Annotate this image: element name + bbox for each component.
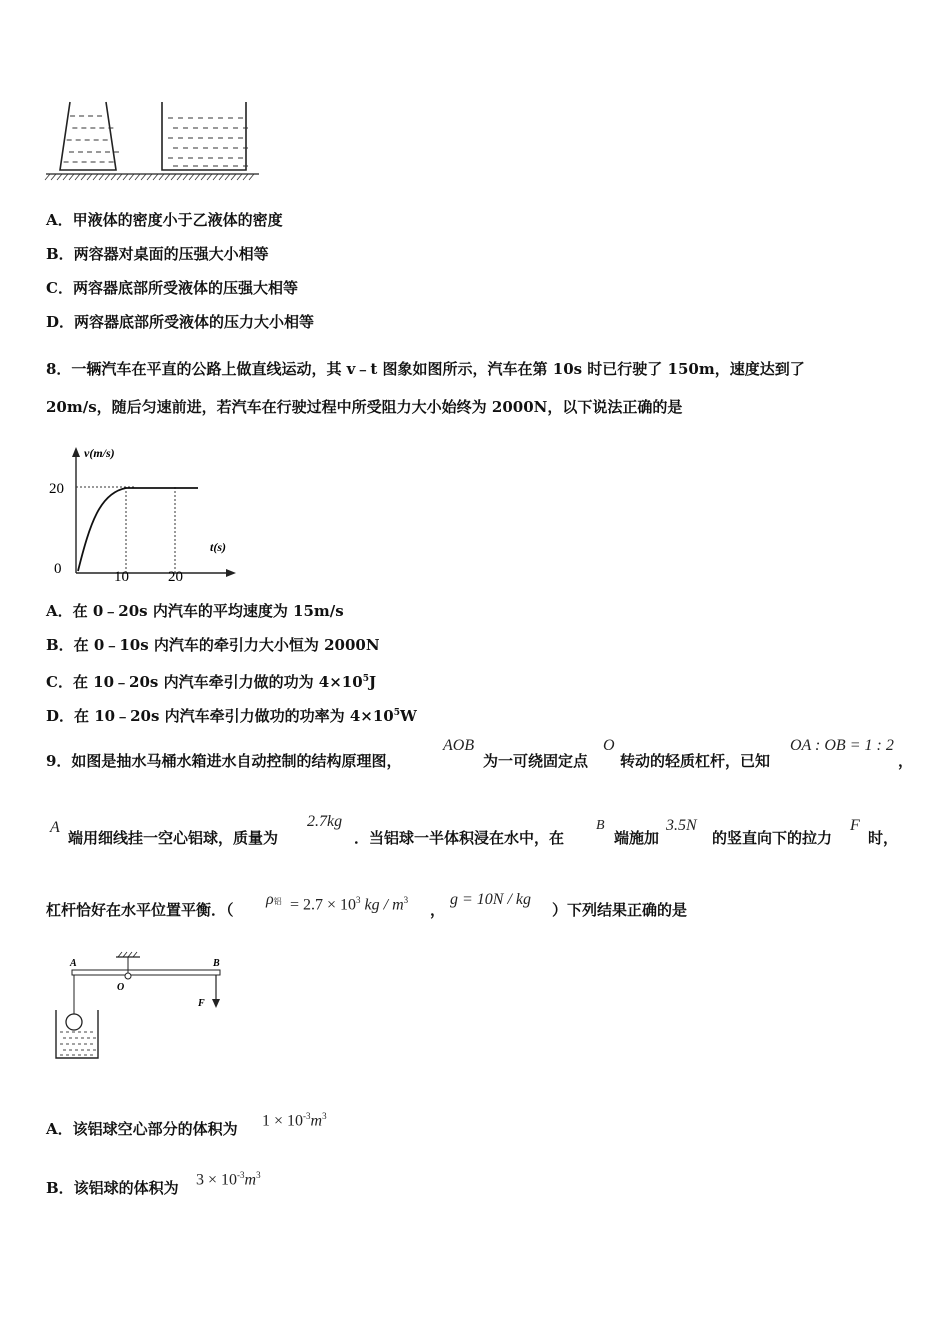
graph-y-label: v(m/s) bbox=[84, 446, 115, 460]
graph-y-tick-20: 20 bbox=[49, 481, 64, 497]
q7-option-c: C．两容器底部所受液体的压强大相等 bbox=[46, 279, 298, 297]
graph-origin: 0 bbox=[54, 561, 62, 577]
vt-graph bbox=[44, 443, 244, 588]
label-f: F bbox=[198, 998, 205, 1009]
label-a: A bbox=[70, 958, 77, 969]
label-b: B bbox=[213, 958, 220, 969]
q8-stem-line1: 8．一辆汽车在平直的公路上做直线运动，其 v﹣t 图象如图所示，汽车在第 10s 时已行驶了 150m，速度达到了 bbox=[46, 360, 805, 378]
q7-option-b: B．两容器对桌面的压强大小相等 bbox=[46, 245, 269, 263]
graph-x-label: t(s) bbox=[210, 540, 226, 554]
q8-option-a: A．在 0﹣20s 内汽车的平均速度为 15m/s bbox=[46, 602, 344, 620]
container-yi bbox=[162, 102, 246, 170]
q8-option-c: C．在 10﹣20s 内汽车牵引力做的功为 $4\times 10^5J$ bbox=[46, 673, 377, 691]
q7-option-d: D．两容器底部所受液体的压力大小相等 bbox=[46, 313, 315, 331]
q8-option-b: B．在 0﹣10s 内汽车的牵引力大小恒为 2000N bbox=[46, 636, 380, 654]
label-o: O bbox=[117, 982, 125, 993]
q8-option-d: D．在 10﹣20s 内汽车牵引力做功的功率为 $4\times 10^5W$ bbox=[46, 707, 417, 725]
graph-x-tick-10: 10 bbox=[114, 569, 129, 585]
vt-curve bbox=[78, 488, 198, 571]
q8-stem-line2: 20m/s，随后匀速前进，若汽车在行驶过程中所受阻力大小始终为 2000N，以下说法正确的是 bbox=[46, 398, 683, 416]
q9-stem-line1: 9．如图是抽水马桶水箱进水自动控制的结构原理图， AOB 为一可绕固定点 O 转动的轻质杠杆，已知 OA : OB = 1 : 2 ， bbox=[46, 737, 914, 770]
q7-option-a: A．甲液体的密度小于乙液体的密度 bbox=[46, 211, 283, 229]
graph-x-tick-20: 20 bbox=[168, 569, 183, 585]
aluminum-ball bbox=[66, 1014, 82, 1030]
lever-bar bbox=[72, 970, 220, 975]
lever-figure bbox=[50, 952, 240, 1072]
container-jia bbox=[60, 102, 116, 170]
containers-figure bbox=[44, 96, 274, 186]
